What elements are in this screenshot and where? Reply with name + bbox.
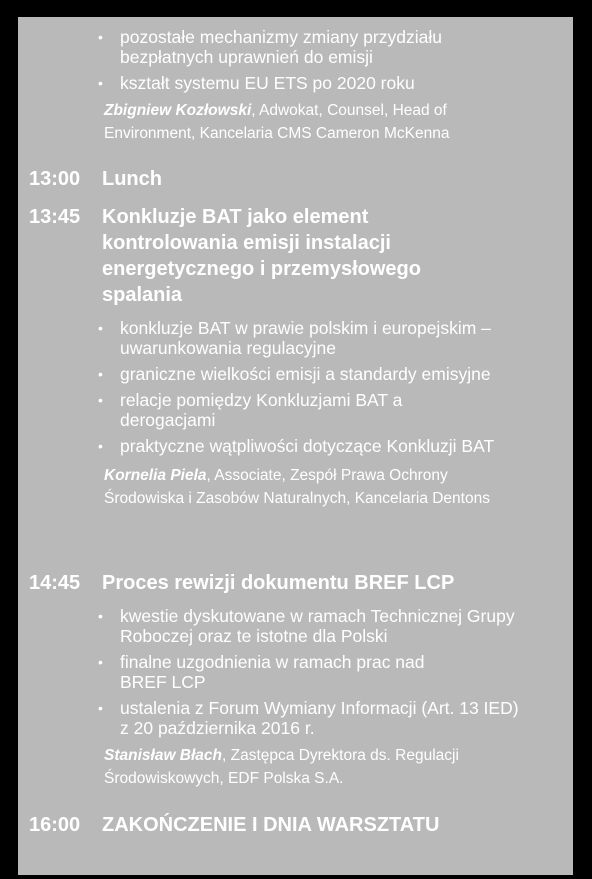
list-item: • konkluzje BAT w prawie polskim i europejskim – uwarunkowania regulacyjne [98, 318, 491, 358]
session-end [18, 812, 573, 838]
session-title: Proces rewizji dokumentu BREF LCP [102, 572, 455, 594]
list-item: • pozostałe mechanizmy zmiany przydziału bezpłatnych uprawnień do emisji [98, 27, 442, 67]
bref-bullet-list [18, 606, 573, 738]
speaker-credit [18, 744, 554, 790]
list-item: • kwestie dyskutowane w ramach Technicznej Grupy Roboczej oraz te istotne dla Polski [98, 606, 515, 646]
session-lunch [18, 166, 573, 192]
list-item: • ustalenia z Forum Wymiany Informacji (Art. 13 IED) z 20 października 2016 r. [98, 698, 519, 738]
bullet-icon: • [98, 320, 103, 336]
agenda-panel [18, 17, 573, 875]
session-time: 14:45 [29, 572, 81, 594]
list-item: • graniczne wielkości emisji a standardy emisyjne [98, 364, 491, 384]
speaker-role: , Adwokat, Counsel, Head of Environment, Kancelaria CMS Cameron McKenna [104, 102, 450, 142]
session-time: 16:00 [29, 814, 81, 836]
bullet-icon: • [98, 654, 103, 670]
speaker-name: Zbigniew Kozłowski [104, 102, 252, 119]
bullet-icon: • [98, 438, 103, 454]
intro-section [18, 27, 573, 145]
bat-bullet-list [18, 318, 573, 456]
speaker-role: , Associate, Zespół Prawa Ochrony Środowiska i Zasobów Naturalnych, Kancelaria Dentons [104, 467, 490, 507]
session-time: 13:45 [29, 206, 81, 228]
list-item: • relacje pomiędzy Konkluzjami BAT a derogacjami [98, 390, 403, 430]
bullet-icon: • [98, 75, 103, 91]
bullet-icon: • [98, 608, 103, 624]
list-item: • kształt systemu EU ETS po 2020 roku [98, 73, 415, 93]
session-title: Konkluzje BAT jako element kontrolowania emisji instalacji energetycznego i przemysłowego spalania [102, 206, 421, 306]
intro-bullet-list [18, 27, 573, 93]
list-item: • praktyczne wątpliwości dotyczące Konkluzji BAT [98, 436, 495, 456]
session-title: ZAKOŃCZENIE I DNIA WARSZTATU [102, 814, 440, 836]
speaker-role: , Zastępca Dyrektora ds. Regulacji Środowiskowych, EDF Polska S.A. [104, 747, 459, 787]
bullet-icon: • [98, 392, 103, 408]
speaker-name: Stanisław Błach [104, 747, 223, 764]
list-item: • finalne uzgodnienia w ramach prac nad BREF LCP [98, 652, 425, 692]
speaker-credit [18, 99, 564, 145]
session-time: 13:00 [29, 168, 81, 190]
bullet-icon: • [98, 700, 103, 716]
session-title: Lunch [102, 168, 162, 190]
session-bat [18, 204, 573, 510]
bullet-icon: • [98, 29, 103, 45]
speaker-credit [18, 464, 544, 510]
speaker-name: Kornelia Piela [104, 467, 207, 484]
session-bref [18, 570, 573, 790]
bullet-icon: • [98, 366, 103, 382]
